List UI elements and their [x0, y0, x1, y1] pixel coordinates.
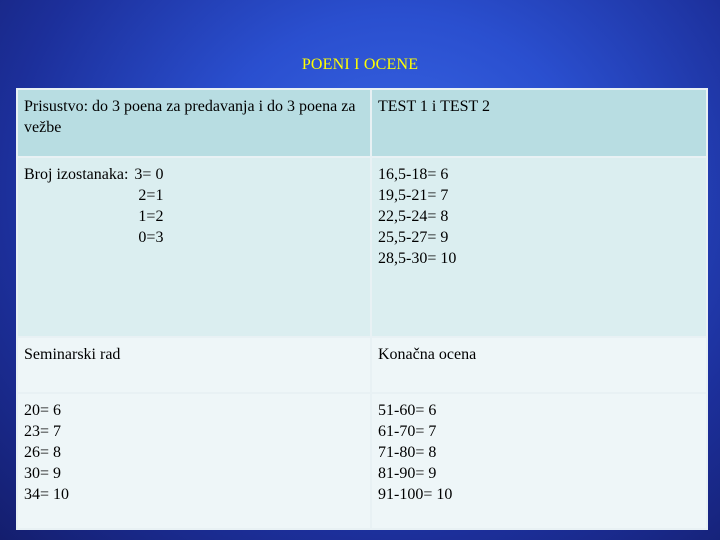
- absence-label: Broj izostanaka:: [24, 166, 129, 183]
- seminar-score: 20= 6: [24, 402, 62, 419]
- test-score: 25,5-27= 9: [378, 229, 449, 246]
- attendance-header: Prisustvo: do 3 poena za predavanja i do 3 poena za vežbe: [18, 90, 370, 156]
- seminar-score: 26= 8: [24, 444, 62, 461]
- final-score: 71-80= 8: [378, 444, 437, 461]
- test-score: 16,5-18= 6: [378, 166, 449, 183]
- page-title: POENI I OCENE: [301, 56, 419, 73]
- final-grade-label: Konačna ocena: [372, 338, 706, 392]
- table-row: [18, 338, 706, 392]
- final-score: 61-70= 7: [378, 423, 437, 440]
- absence-values: [134, 164, 163, 248]
- seminar-score: 30= 9: [24, 465, 62, 482]
- absence-value: 1=2: [138, 208, 164, 225]
- table-row: [18, 158, 706, 336]
- seminar-score: 23= 7: [24, 423, 62, 440]
- test-score: 19,5-21= 7: [378, 187, 449, 204]
- table-row: [18, 90, 706, 156]
- test-score: 28,5-30= 10: [378, 250, 457, 267]
- final-score: 81-90= 9: [378, 465, 437, 482]
- seminar-scores-cell: [18, 394, 370, 528]
- absence-value: 0=3: [138, 229, 164, 246]
- final-score: 51-60= 6: [378, 402, 437, 419]
- test-scores-cell: [372, 158, 706, 336]
- table-row: [18, 394, 706, 528]
- attendance-cell: [18, 158, 370, 336]
- absence-value: 2=1: [138, 187, 164, 204]
- final-score: 91-100= 10: [378, 486, 453, 503]
- seminar-label: Seminarski rad: [18, 338, 370, 392]
- absence-value: 3= 0: [134, 166, 164, 183]
- test-score: 22,5-24= 8: [378, 208, 449, 225]
- grading-table: [16, 88, 708, 530]
- test-header: TEST 1 i TEST 2: [372, 90, 706, 156]
- absence-list: [24, 164, 364, 248]
- seminar-score: 34= 10: [24, 486, 70, 503]
- final-scores-cell: [372, 394, 706, 528]
